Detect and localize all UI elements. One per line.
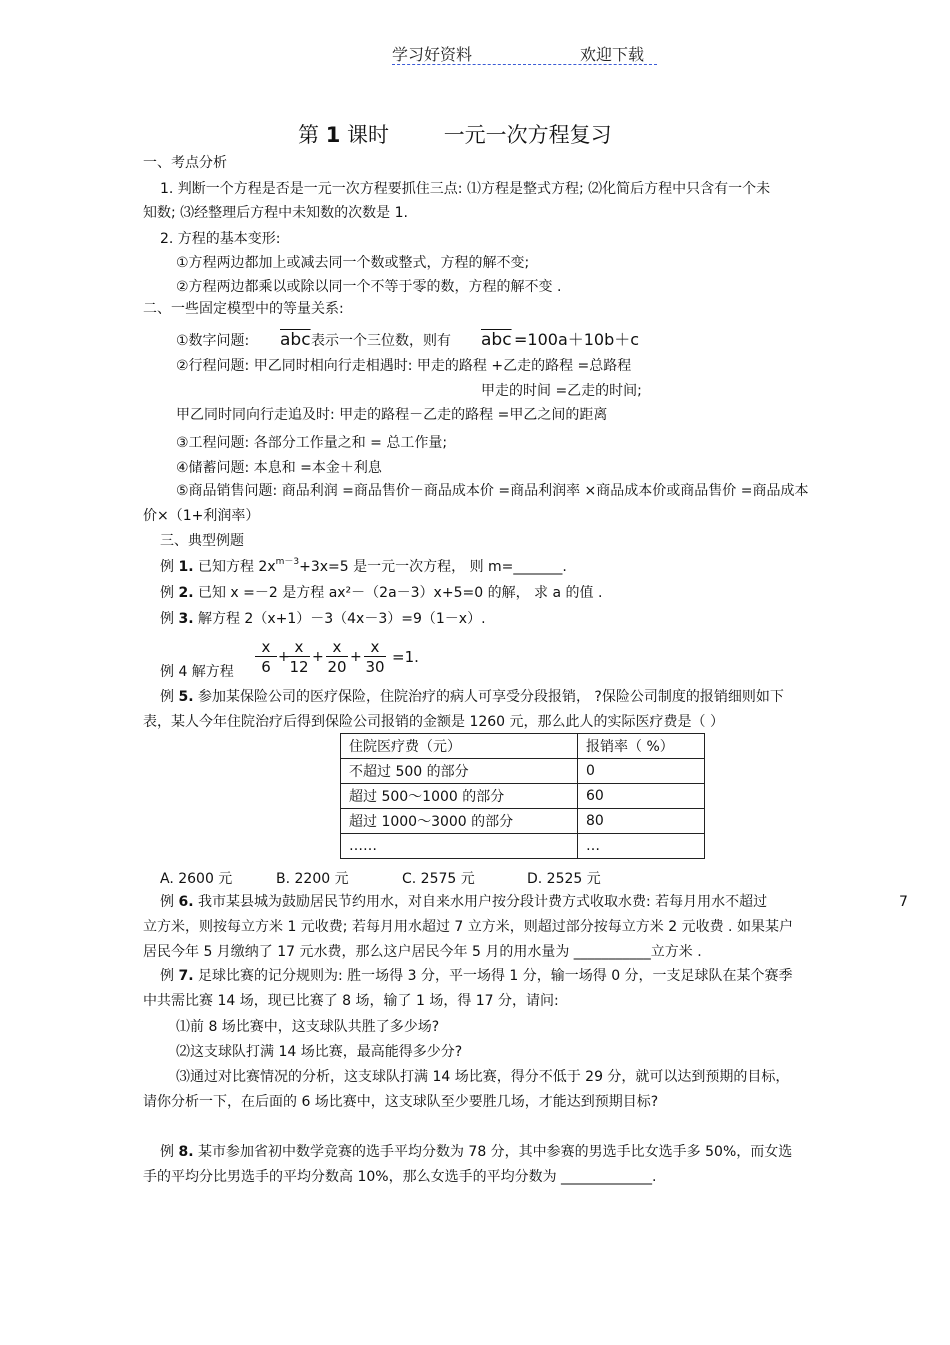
ex3-label: 例 [160,611,179,627]
example-5-line2: 表，某人今年住院治疗后得到保险公司报销的金额是 1260 元，那么此人的实际医疗费是（ ） [143,714,724,730]
fraction-denominator: 30 [365,658,385,676]
example-8-line2: 手的平均分比男选手的平均分数高 10%，那么女选手的平均分数为 _____________. [143,1169,657,1185]
ex4-equals: =1. [392,648,419,666]
ex6-number: 6. [178,894,194,910]
ex1-text-b: +3x=5 是一元一次方程， 则 m=_______. [299,559,567,575]
s2-number-problem-desc: 表示一个三位数，则有 [311,333,451,349]
title-topic: 一元一次方程复习 [443,123,612,147]
ex1-label: 例 [160,559,179,575]
s1-point1-line2: 知数; ⑶经整理后方程中未知数的次数是 1. [143,205,408,221]
plus-sign: + [350,649,362,665]
table-cell: …… [341,834,578,859]
section-2-heading: 二、一些固定模型中的等量关系: [143,301,344,317]
table-row [341,759,705,784]
s2-number-formula: =100a＋10b＋c [514,330,640,349]
ex7-question-3-line2: 请你分析一下，在后面的 6 场比赛中，这支球队至少要胜几场，才能达到预期目标? [143,1094,659,1110]
example-6-line3: 居民今年 5 月缴纳了 17 元水费，那么这户居民今年 5 月的用水量为 ___________立方米 . [143,944,702,960]
fraction-numerator: x [364,638,386,657]
example-6-line1 [160,893,767,911]
header-left: 学习好资料 [392,45,473,64]
s2-travel-meet: ②行程问题: 甲乙同时相向行走相遇时: 甲走的路程 +乙走的路程 =总路程 [176,358,632,374]
reimbursement-table [340,733,705,859]
s2-travel-time: 甲走的时间 =乙走的时间; [481,383,642,399]
example-5-line1 [160,688,784,706]
ex3-text: 解方程 2（x+1）－3（4x－3）=9（1－x）. [193,611,486,627]
ex7-question-1: ⑴前 8 场比赛中，这支球队共胜了多少场? [176,1019,440,1035]
section-1-heading: 一、考点分析 [143,155,227,171]
s1-point2b: ②方程两边都乘以或除以同一个不等于零的数，方程的解不变 . [176,279,562,295]
ex4-fraction [326,638,348,677]
table-cell: 60 [578,784,705,809]
s2-sales-line1: ⑤商品销售问题: 商品利润 =商品售价－商品成本价 =商品利润率 ×商品成本价或商品售价 =商品成本 [176,483,809,499]
ex2-label: 例 [160,585,179,601]
table-row [341,834,705,859]
s2-savings: ④储蓄问题: 本息和 =本金＋利息 [176,460,382,476]
table-row [341,809,705,834]
section-3-heading: 三、典型例题 [160,533,244,549]
page-title [298,122,612,148]
plus-sign: + [312,649,324,665]
fraction-denominator: 6 [261,658,271,676]
s1-point2: 2. 方程的基本变形: [160,231,281,247]
ex5-label: 例 [160,689,179,705]
fraction-denominator: 20 [327,658,347,676]
s2-sales-line2: 价×（1+利润率） [143,508,260,524]
ex2-number: 2. [178,585,194,601]
fraction-numerator: x [326,638,348,657]
table-cell: 超过 500～1000 的部分 [341,784,578,809]
title-number: 1 [325,123,341,147]
table-header-cell: 住院医疗费（元） [341,734,578,759]
table-cell: 80 [578,809,705,834]
option-d: D. 2525 元 [527,871,601,887]
ex4-fraction [364,638,386,677]
ex7-question-2: ⑵这支球队打满 14 场比赛，最高能得多少分? [176,1044,463,1060]
ex3-number: 3. [178,611,194,627]
s2-number-problem-label: ①数字问题: [176,333,250,349]
ex8-text-a: 某市参加省初中数学竞赛的选手平均分数为 78 分，其中参赛的男选手比女选手多 50%，而女选 [193,1144,793,1160]
example-8-line1 [160,1143,792,1161]
plus-sign: + [278,649,290,665]
page-header [392,42,657,65]
fraction-denominator: 12 [289,658,309,676]
fraction-numerator: x [255,638,277,657]
ex6-label: 例 [160,894,179,910]
ex1-text-a: 已知方程 2x [193,559,276,575]
ex5-text-a: 参加某保险公司的医疗保险，住院治疗的病人可享受分段报销， ?保险公司制度的报销细则如下 [193,689,784,705]
ex7-text-a: 足球比赛的记分规则为: 胜一场得 3 分，平一场得 1 分，输一场得 0 分，一支足球队在某个赛季 [193,968,793,984]
table-header-cell: 报销率（ %） [578,734,705,759]
abc-symbol-1: $\overline{abc}$ [280,330,311,350]
ex5-number: 5. [178,689,194,705]
ex4-fraction [255,638,277,677]
abc-symbol-2: $\overline{abc}$ [481,330,512,350]
table-cell: 0 [578,759,705,784]
ex8-label: 例 [160,1144,179,1160]
s1-point2a: ①方程两边都加上或减去同一个数或整式，方程的解不变; [176,255,530,271]
s1-point1-line1: 1. 判断一个方程是否是一元一次方程要抓住三点: ⑴方程是整式方程; ⑵化简后方程中只含有一个未 [160,181,771,197]
ex1-exponent: m－3 [275,557,300,567]
option-b: B. 2200 元 [276,871,349,887]
s2-travel-chase: 甲乙同时同向行走追及时: 甲走的路程－乙走的路程 =甲乙之间的距离 [176,407,608,423]
table-cell: 不超过 500 的部分 [341,759,578,784]
header-right: 欢迎下载 [580,45,645,64]
title-lesson: 第 [298,123,319,147]
ex7-number: 7. [178,968,194,984]
example-2 [160,584,602,602]
example-1 [160,558,567,578]
option-a: A. 2600 元 [160,871,233,887]
ex8-number: 8. [178,1144,194,1160]
example-3 [160,610,486,628]
ex4-label: 例 4 解方程 [160,664,234,680]
fraction-numerator: x [288,638,310,657]
ex7-question-3-line1: ⑶通过对比赛情况的分析，这支球队打满 14 场比赛，得分不低于 29 分，就可以达到预期的目标， [176,1069,790,1085]
example-7-line1 [160,967,793,985]
option-c: C. 2575 元 [402,871,475,887]
ex6-number-seven: 7 [899,894,908,910]
example-7-line2: 中共需比赛 14 场，现已比赛了 8 场，输了 1 场，得 17 分，请问: [143,993,559,1009]
table-row [341,784,705,809]
ex2-text: 已知 x =－2 是方程 ax²－（2a－3）x+5=0 的解， 求 a 的值 . [193,585,603,601]
ex4-fraction [288,638,310,677]
ex1-number: 1. [178,559,194,575]
title-unit: 课时 [347,123,389,147]
table-header-row [341,734,705,759]
ex7-label: 例 [160,968,179,984]
table-cell: 超过 1000～3000 的部分 [341,809,578,834]
ex6-text-a: 我市某县城为鼓励居民节约用水，对自来水用户按分段计费方式收取水费: 若每月用水不超过 [193,894,768,910]
table-cell: … [578,834,705,859]
example-6-line2: 立方米，则按每立方米 1 元收费; 若每月用水超过 7 立方米，则超过部分按每立方米 2 元收费 . 如果某户 [143,919,793,935]
s2-work: ③工程问题: 各部分工作量之和 = 总工作量; [176,435,448,451]
